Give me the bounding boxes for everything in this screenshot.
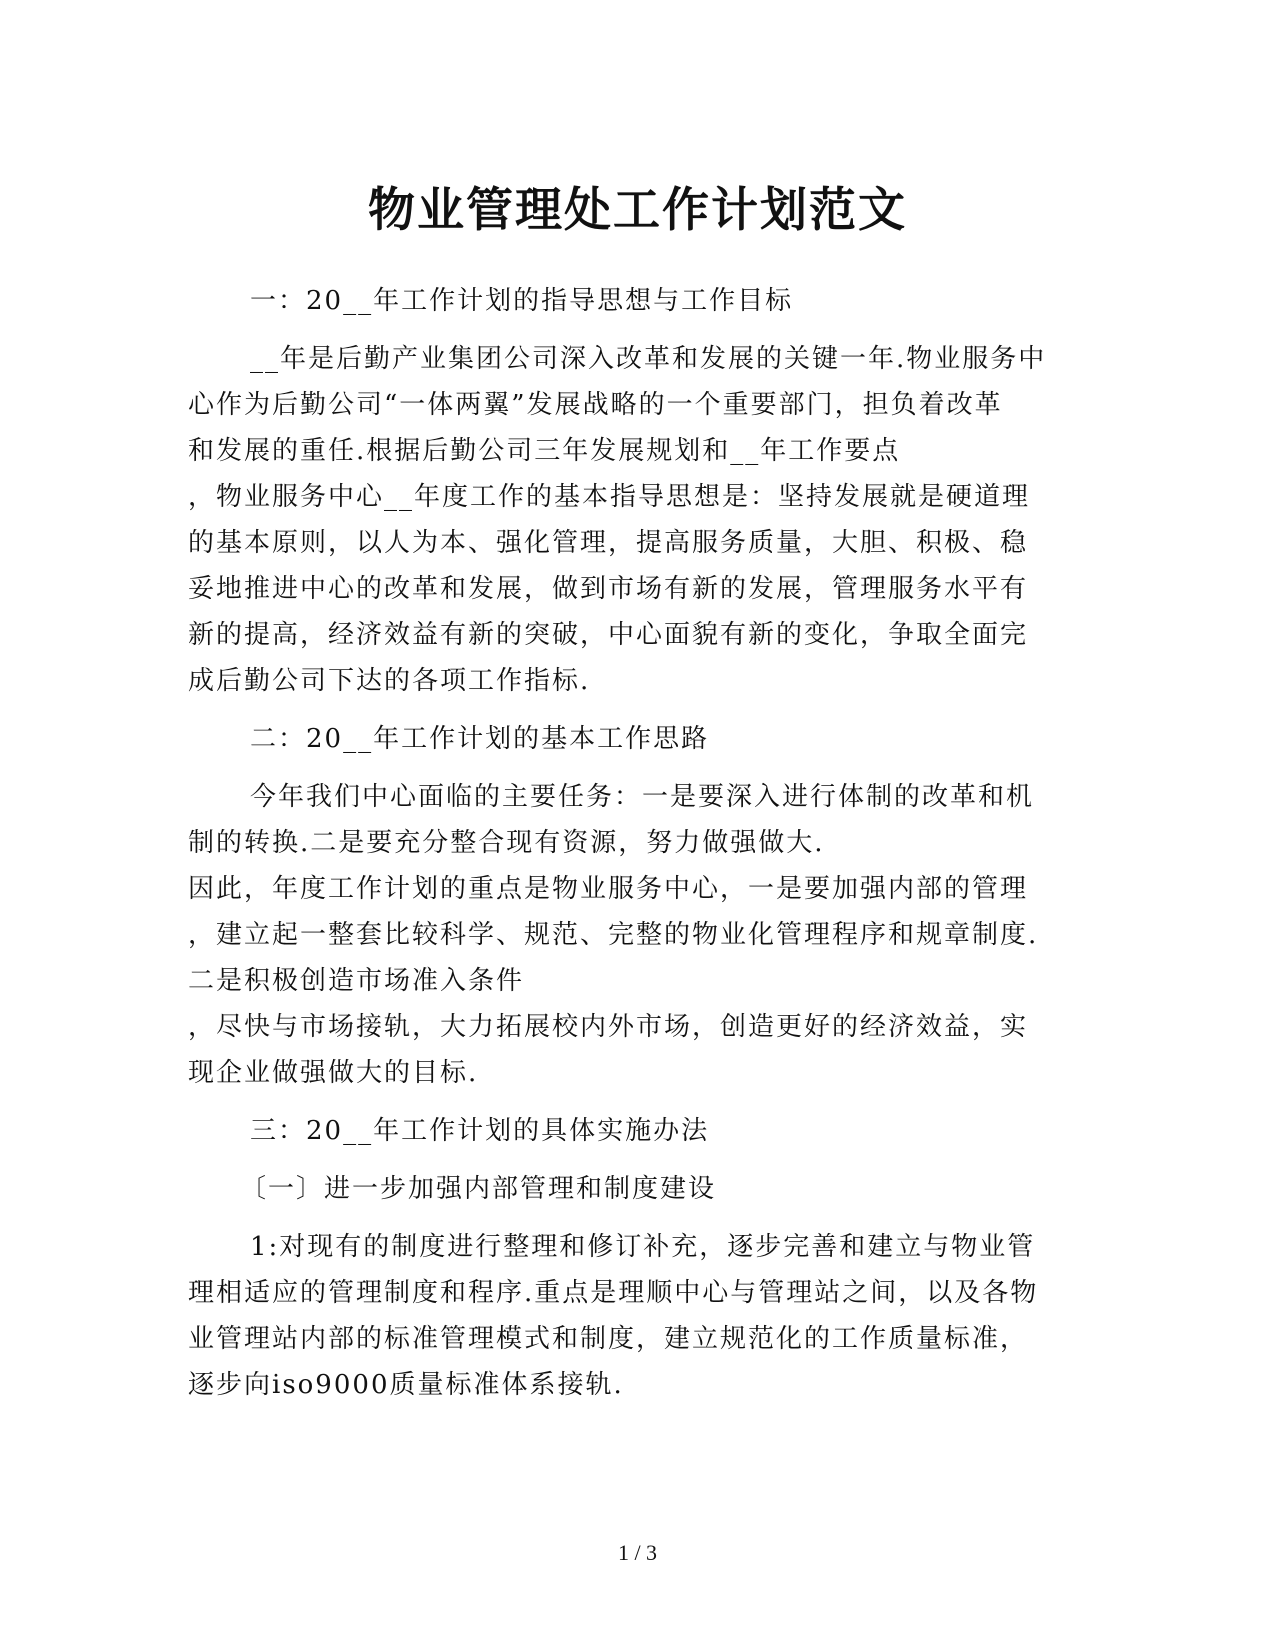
page-number: 1 / 3 [617,1540,658,1565]
paragraph-line: 的基本原则，以人为本、强化管理，提高服务质量，大胆、积极、稳 [188,528,1029,558]
paragraph-line: 二是积极创造市场准入条件 [188,966,525,996]
paragraph-line: 成后勤公司下达的各项工作指标. [188,666,591,696]
section-paragraph-1 [188,336,1078,704]
section-paragraph-2 [188,774,1078,1096]
paragraph-line: 妥地推进中心的改革和发展，做到市场有新的发展，管理服务水平有 [188,574,1029,604]
paragraph-line: 因此，年度工作计划的重点是物业服务中心，一是要加强内部的管理 [188,874,1029,904]
subsection-heading: 〔一〕进一步加强内部管理和制度建设 [240,1174,717,1204]
section-heading-1: 一：20__年工作计划的指导思想与工作目标 [250,286,794,316]
paragraph-line: ，物业服务中心__年度工作的基本指导思想是：坚持发展就是硬道理 [188,482,1031,512]
paragraph-line: 1:对现有的制度进行整理和修订补充，逐步完善和建立与物业管 [250,1232,1036,1262]
document-title: 物业管理处工作计划范文 [368,183,907,239]
section-heading-2: 二：20__年工作计划的基本工作思路 [250,724,710,754]
paragraph-line: 心作为后勤公司“一体两翼”发展战略的一个重要部门，担负着改革 [188,390,1003,420]
section-heading-3: 三：20__年工作计划的具体实施办法 [250,1116,710,1146]
paragraph-line: 现企业做强做大的目标. [188,1058,479,1088]
document-body [188,278,1078,1408]
paragraph-line: 业管理站内部的标准管理模式和制度，建立规范化的工作质量标准， [188,1324,1029,1354]
paragraph-line: ，建立起一整套比较科学、规范、完整的物业化管理程序和规章制度. [188,920,1039,950]
section-paragraph-3 [188,1224,1078,1408]
paragraph-line: 和发展的重任.根据后勤公司三年发展规划和__年工作要点 [188,436,901,466]
paragraph-line: 今年我们中心面临的主要任务：一是要深入进行体制的改革和机 [250,782,1035,812]
paragraph-line: 逐步向iso9000质量标准体系接轨. [188,1370,624,1400]
paragraph-line: __年是后勤产业集团公司深入改革和发展的关键一年.物业服务中 [250,344,1047,374]
paragraph-line: 制的转换.二是要充分整合现有资源，努力做强做大. [188,828,825,858]
paragraph-line: ，尽快与市场接轨，大力拓展校内外市场，创造更好的经济效益，实 [188,1012,1029,1042]
paragraph-line: 新的提高，经济效益有新的突破，中心面貌有新的变化，争取全面完 [188,620,1029,650]
paragraph-line: 理相适应的管理制度和程序.重点是理顺中心与管理站之间，以及各物 [188,1278,1039,1308]
